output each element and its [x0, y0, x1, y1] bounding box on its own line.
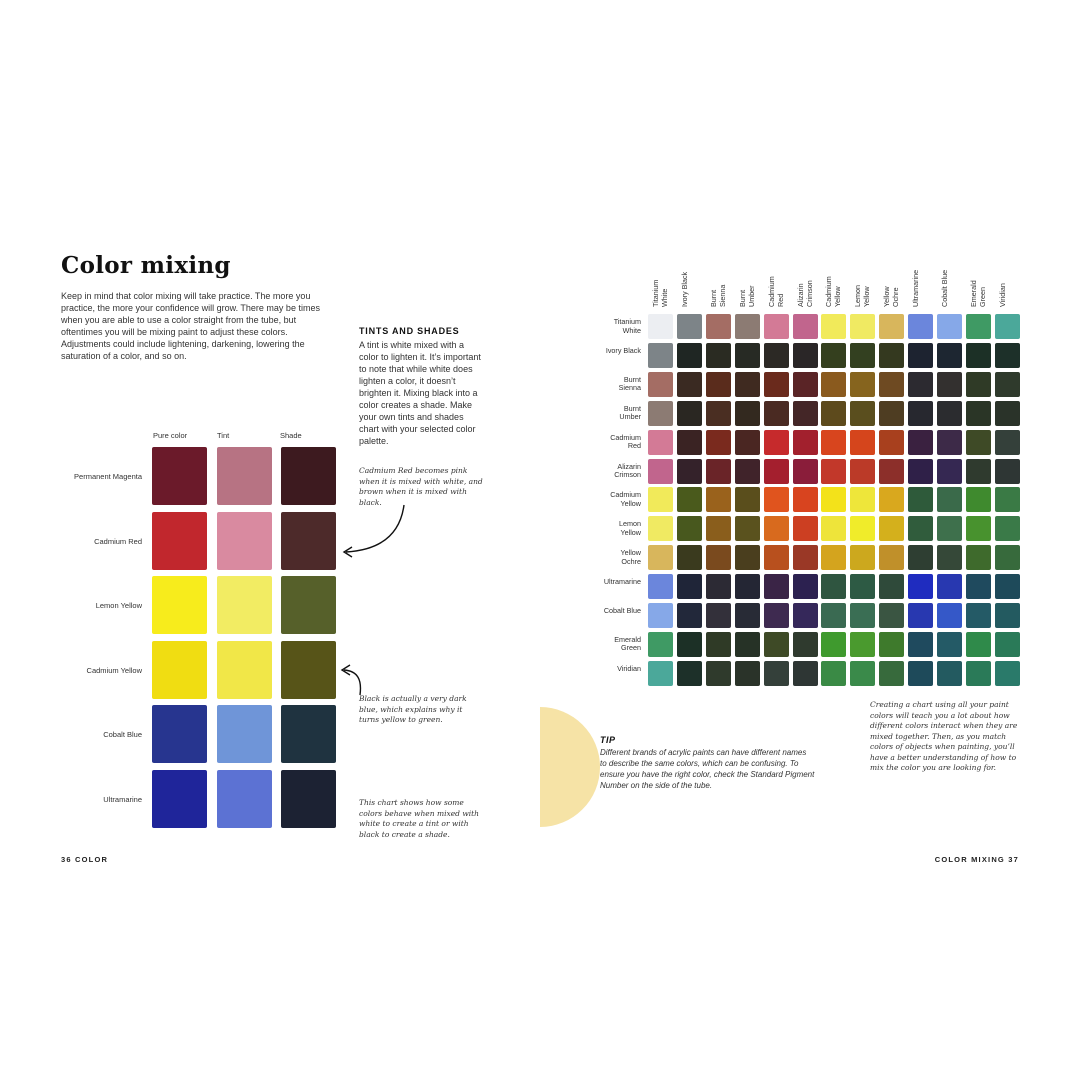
mix-swatch	[995, 487, 1020, 512]
mix-swatch	[908, 459, 933, 484]
chart-row-label: Ultramarine	[103, 794, 142, 804]
tint-swatch	[217, 512, 272, 570]
mix-swatch	[937, 401, 962, 426]
mix-swatch	[764, 632, 789, 657]
mix-swatch	[764, 372, 789, 397]
grid-column-label: Yellow Ochre	[882, 286, 900, 307]
mix-swatch	[677, 574, 702, 599]
grid-row-label: Cadmium Yellow	[610, 490, 641, 508]
grid-column-label: Alizarin Crimson	[795, 280, 813, 307]
mix-swatch	[879, 661, 904, 686]
grid-row-label: Alizarin Crimson	[614, 461, 641, 479]
mix-swatch	[850, 603, 875, 628]
grid-row-label: Emerald Green	[614, 634, 641, 653]
mix-swatch	[648, 343, 673, 368]
mix-swatch	[677, 459, 702, 484]
mix-swatch	[821, 430, 846, 455]
tint-swatch	[217, 705, 272, 763]
chart-row-label: Cadmium Yellow	[86, 665, 142, 675]
mix-swatch	[764, 545, 789, 570]
mix-swatch	[879, 487, 904, 512]
mix-swatch	[937, 574, 962, 599]
mix-swatch	[908, 516, 933, 541]
mix-swatch	[850, 545, 875, 570]
mix-swatch	[879, 516, 904, 541]
grid-column-label: Lemon Yellow	[853, 285, 871, 307]
mix-swatch	[764, 487, 789, 512]
mix-swatch	[793, 603, 818, 628]
grid-row-label: Yellow Ochre	[620, 548, 641, 566]
mix-swatch	[793, 372, 818, 397]
mix-swatch	[821, 401, 846, 426]
pure-color-swatch	[152, 512, 207, 570]
chart-row-label: Cobalt Blue	[103, 730, 142, 739]
mix-swatch	[648, 516, 673, 541]
mix-swatch	[793, 430, 818, 455]
mix-swatch	[821, 343, 846, 368]
mix-swatch	[995, 430, 1020, 455]
grid-row-label: Titanium White	[613, 317, 641, 335]
mix-swatch	[677, 430, 702, 455]
tints-body: A tint is white mixed with a color to lighten it. It’s important to note that while white does lighten a color, it doesn’t brighten it. Mixing black into a color creates a shade. Make your own tints and shades chart with your selected color palette.	[359, 340, 481, 446]
grid-column-label: Ivory Black	[679, 271, 689, 307]
chart-row-label: Cadmium Red	[94, 536, 142, 546]
pure-color-swatch	[152, 770, 207, 828]
mix-swatch	[850, 401, 875, 426]
chart-row-label: Lemon Yellow	[95, 601, 142, 610]
grid-row-label: Lemon Yellow	[619, 519, 641, 537]
tint-swatch	[217, 641, 272, 699]
mix-swatch	[648, 632, 673, 657]
mix-swatch	[879, 603, 904, 628]
grid-column-label: Burnt Umber	[737, 285, 756, 307]
mix-swatch	[764, 314, 789, 339]
grid-row-label: Cobalt Blue	[603, 606, 641, 615]
mix-swatch	[706, 487, 731, 512]
tint-swatch	[217, 447, 272, 505]
grid-row-label: Ivory Black	[605, 345, 641, 355]
mix-swatch	[966, 459, 991, 484]
mix-swatch	[793, 401, 818, 426]
mix-swatch	[937, 603, 962, 628]
page-folio-left: 36 COLOR	[61, 855, 109, 864]
mix-swatch	[850, 372, 875, 397]
mix-swatch	[850, 459, 875, 484]
mix-swatch	[879, 401, 904, 426]
mix-swatch	[937, 343, 962, 368]
mix-swatch	[966, 603, 991, 628]
mix-swatch	[706, 661, 731, 686]
mix-swatch	[735, 574, 760, 599]
mix-swatch	[764, 574, 789, 599]
page-title: Color mixing	[61, 252, 231, 279]
mix-swatch	[850, 516, 875, 541]
mix-swatch	[879, 372, 904, 397]
mix-swatch	[793, 545, 818, 570]
tip-circle-decoration	[540, 707, 600, 827]
mix-swatch	[677, 401, 702, 426]
mix-swatch	[908, 343, 933, 368]
mix-swatch	[937, 487, 962, 512]
mix-swatch	[966, 343, 991, 368]
grid-row-label: Burnt Sienna	[618, 374, 641, 393]
mix-swatch	[937, 372, 962, 397]
grid-row-label: Cadmium Red	[610, 432, 641, 451]
grid-row-label: Ultramarine	[603, 577, 641, 587]
mix-swatch	[821, 314, 846, 339]
grid-column-label: Ultramarine	[911, 269, 921, 307]
mix-swatch	[735, 401, 760, 426]
mix-swatch	[966, 487, 991, 512]
page-folio-right: COLOR MIXING 37	[934, 855, 1019, 864]
mix-swatch	[937, 661, 962, 686]
mix-swatch	[677, 661, 702, 686]
mix-swatch	[735, 661, 760, 686]
mix-swatch	[995, 459, 1020, 484]
tints-heading: TINTS AND SHADES	[359, 326, 460, 336]
mix-swatch	[735, 314, 760, 339]
tip-heading: TIP	[600, 735, 616, 745]
column-header-pure: Pure color	[153, 431, 188, 440]
mix-swatch	[764, 430, 789, 455]
mix-swatch	[937, 545, 962, 570]
shade-swatch	[281, 641, 336, 699]
mix-swatch	[735, 516, 760, 541]
mix-swatch	[677, 545, 702, 570]
mix-swatch	[966, 372, 991, 397]
mix-swatch	[706, 545, 731, 570]
mix-swatch	[850, 343, 875, 368]
mix-swatch	[966, 314, 991, 339]
mix-swatch	[937, 459, 962, 484]
mix-swatch	[995, 574, 1020, 599]
note-cadmium-red: Cadmium Red becomes pink when it is mixed with white, and brown when it is mixed with black.	[359, 466, 483, 507]
mix-swatch	[908, 574, 933, 599]
mix-swatch	[648, 314, 673, 339]
tint-swatch	[217, 770, 272, 828]
mix-swatch	[995, 545, 1020, 570]
annotation-arrows	[330, 495, 420, 695]
pure-color-swatch	[152, 641, 207, 699]
mix-swatch	[706, 372, 731, 397]
mix-swatch	[793, 574, 818, 599]
mix-swatch	[793, 343, 818, 368]
intro-paragraph: Keep in mind that color mixing will take practice. The more you practice, the more your confidence will grow. There may be times when you are able to use a color straight from the tube, but oftentimes you will be mixing paint to adjust these colors. Adjustments could include lightening, darkening, lowering the saturation of a color, and so on.	[61, 291, 320, 361]
mix-swatch	[648, 487, 673, 512]
arrow-path-2	[344, 670, 360, 695]
mix-swatch	[706, 516, 731, 541]
note-chart-right: Creating a chart using all your paint colors will teach you a lot about how different colors interact when they are mixed together. Then, as you match colors of objects when painting, you’ll have a better understanding of how to mix the color you are looking for.	[870, 700, 1018, 772]
pure-color-swatch	[152, 447, 207, 505]
grid-column-label: Emerald Green	[968, 280, 987, 307]
mix-swatch	[764, 603, 789, 628]
mix-swatch	[966, 574, 991, 599]
column-header-shade: Shade	[280, 431, 302, 440]
mix-swatch	[879, 459, 904, 484]
mix-swatch	[850, 661, 875, 686]
mix-swatch	[648, 545, 673, 570]
mix-swatch	[995, 632, 1020, 657]
pure-color-swatch	[152, 576, 207, 634]
mix-swatch	[648, 603, 673, 628]
mix-swatch	[821, 487, 846, 512]
mix-swatch	[879, 632, 904, 657]
mix-swatch	[821, 459, 846, 484]
mix-swatch	[648, 372, 673, 397]
mix-swatch	[648, 401, 673, 426]
mix-swatch	[735, 632, 760, 657]
mix-swatch	[995, 516, 1020, 541]
mix-swatch	[908, 401, 933, 426]
mix-swatch	[735, 372, 760, 397]
mix-swatch	[677, 487, 702, 512]
grid-column-label: Cadmium Yellow	[824, 276, 842, 307]
mix-swatch	[850, 430, 875, 455]
mix-swatch	[879, 545, 904, 570]
mix-swatch	[850, 487, 875, 512]
mix-swatch	[648, 459, 673, 484]
mix-swatch	[966, 661, 991, 686]
mix-swatch	[966, 401, 991, 426]
mix-swatch	[821, 545, 846, 570]
mix-swatch	[706, 459, 731, 484]
grid-row-label: Burnt Umber	[619, 403, 641, 422]
shade-swatch	[281, 705, 336, 763]
column-header-tint: Tint	[217, 431, 230, 440]
mix-swatch	[735, 545, 760, 570]
mix-swatch	[706, 603, 731, 628]
mix-swatch	[764, 661, 789, 686]
mix-swatch	[821, 661, 846, 686]
mix-swatch	[677, 516, 702, 541]
mix-swatch	[677, 343, 702, 368]
mix-swatch	[908, 372, 933, 397]
mix-swatch	[966, 632, 991, 657]
mix-swatch	[821, 372, 846, 397]
mix-swatch	[908, 430, 933, 455]
mix-swatch	[966, 430, 991, 455]
note-chart-left: This chart shows how some colors behave when mixed with white to create a tint or with black to create a shade.	[359, 798, 479, 839]
mix-swatch	[937, 632, 962, 657]
mix-swatch	[793, 632, 818, 657]
mix-swatch	[793, 516, 818, 541]
pure-color-swatch	[152, 705, 207, 763]
tint-swatch	[217, 576, 272, 634]
mix-swatch	[908, 661, 933, 686]
mix-swatch	[879, 574, 904, 599]
mix-swatch	[821, 574, 846, 599]
mix-swatch	[850, 632, 875, 657]
mix-swatch	[793, 661, 818, 686]
grid-column-label: Burnt Sienna	[708, 284, 727, 307]
mix-swatch	[995, 314, 1020, 339]
mix-swatch	[995, 603, 1020, 628]
mix-swatch	[879, 430, 904, 455]
mix-swatch	[677, 314, 702, 339]
mix-swatch	[879, 343, 904, 368]
mix-swatch	[677, 372, 702, 397]
mix-swatch	[879, 314, 904, 339]
mix-swatch	[793, 314, 818, 339]
mix-swatch	[937, 430, 962, 455]
mix-swatch	[735, 487, 760, 512]
arrow-path-1	[346, 505, 404, 552]
mix-swatch	[793, 459, 818, 484]
mix-swatch	[937, 516, 962, 541]
grid-column-label: Cobalt Blue	[940, 269, 949, 307]
mix-swatch	[735, 459, 760, 484]
mix-swatch	[995, 372, 1020, 397]
mix-swatch	[648, 661, 673, 686]
mix-swatch	[648, 430, 673, 455]
mix-swatch	[966, 545, 991, 570]
mix-swatch	[821, 603, 846, 628]
mix-swatch	[677, 603, 702, 628]
mix-swatch	[735, 343, 760, 368]
mix-swatch	[995, 661, 1020, 686]
mix-swatch	[821, 632, 846, 657]
mix-swatch	[706, 343, 731, 368]
mix-swatch	[764, 516, 789, 541]
mix-swatch	[995, 343, 1020, 368]
mix-swatch	[908, 314, 933, 339]
mix-swatch	[764, 343, 789, 368]
note-black: Black is actually a very dark blue, which explains why it turns yellow to green.	[359, 694, 467, 724]
mix-swatch	[735, 430, 760, 455]
mix-swatch	[908, 487, 933, 512]
mix-swatch	[706, 430, 731, 455]
mix-swatch	[764, 459, 789, 484]
tip-body: Different brands of acrylic paints can have different names to describe the same colors, which can be confusing. To ensure you have the right color, check the Standard Pigment Number on the side of the tube.	[600, 748, 815, 790]
mix-swatch	[937, 314, 962, 339]
grid-row-label: Viridian	[617, 663, 641, 673]
grid-column-label: Cadmium Red	[766, 276, 785, 307]
mix-swatch	[908, 632, 933, 657]
mix-swatch	[908, 545, 933, 570]
shade-swatch	[281, 770, 336, 828]
shade-swatch	[281, 447, 336, 505]
grid-column-label: Titanium White	[651, 279, 669, 307]
shade-swatch	[281, 512, 336, 570]
mix-swatch	[648, 574, 673, 599]
chart-row-label: Permanent Magenta	[74, 472, 142, 481]
mix-swatch	[966, 516, 991, 541]
mix-swatch	[735, 603, 760, 628]
mix-swatch	[706, 574, 731, 599]
mix-swatch	[706, 314, 731, 339]
grid-column-label: Viridian	[997, 283, 1007, 307]
mix-swatch	[850, 574, 875, 599]
mix-swatch	[706, 401, 731, 426]
mix-swatch	[821, 516, 846, 541]
mix-swatch	[706, 632, 731, 657]
mix-swatch	[995, 401, 1020, 426]
mix-swatch	[793, 487, 818, 512]
mix-swatch	[850, 314, 875, 339]
shade-swatch	[281, 576, 336, 634]
mix-swatch	[677, 632, 702, 657]
mix-swatch	[764, 401, 789, 426]
mix-swatch	[908, 603, 933, 628]
